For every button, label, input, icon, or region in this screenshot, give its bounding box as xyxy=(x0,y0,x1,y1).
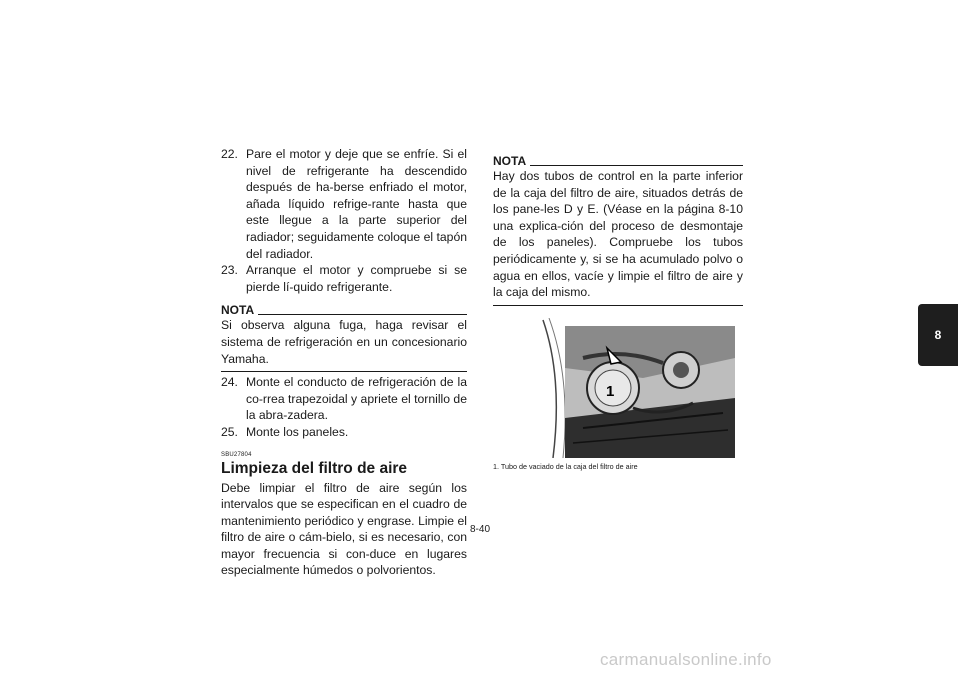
step-text: Pare el motor y deje que se enfríe. Si el nivel de refrigerante ha descendido después de ha-berse enfriado el motor, añada líquido refrige-rante hasta que este llegue a la parte superior del radiador; seguidamente coloque el tapón del radiador. xyxy=(246,147,467,261)
nota-rule xyxy=(530,165,743,166)
photo-caption: 1. Tubo de vaciado de la caja del filtro de aire xyxy=(493,461,638,471)
nota-rule xyxy=(258,314,467,315)
page-number: 8-40 xyxy=(469,524,490,535)
step-number: 25. xyxy=(221,424,238,439)
list-item xyxy=(221,374,467,424)
section-title: Limpieza del filtro de aire xyxy=(221,459,408,477)
step-text: Monte el conducto de refrigeración de la co-rrea trapezoidal y apriete el tornillo de la abra-zadera. xyxy=(246,375,467,423)
step-text: Arranque el motor y compruebe si se pierde lí-quido refrigerante. xyxy=(246,263,467,294)
chapter-tab: 8 xyxy=(918,304,958,366)
nota-header xyxy=(221,303,467,317)
section-paragraph: Debe limpiar el filtro de aire según los intervalos que se especifican en el cuadro de mantenimiento periódico y engrase. Limpie el filtro de aire o cám-bielo, si es necesario, con mayor frecuencia si con-duce en lugares especialmente húmedos o polvorientos. xyxy=(221,480,467,578)
step-text: Monte los paneles. xyxy=(246,424,349,439)
nota-header xyxy=(493,154,743,168)
left-column xyxy=(221,146,467,579)
steps-list-a xyxy=(221,146,467,295)
steps-list-b xyxy=(221,374,467,440)
nota-label: NOTA xyxy=(493,154,527,168)
nota-label: NOTA xyxy=(221,303,255,318)
step-number: 24. xyxy=(221,375,238,390)
list-item xyxy=(221,424,467,441)
right-column xyxy=(493,146,743,472)
section-code: SBU27804 xyxy=(221,451,252,458)
air-filter-photo xyxy=(493,318,743,458)
nota-text: Hay dos tubos de control en la parte inferior de la caja del filtro de aire, situados detrás de los pane-les D y E. (Véase en la página 8-10 una explica-ción del proceso de desmontaje de los paneles). Compruebe los tubos periódicamente y, si se ha acumulado polvo o agua en ellos, vacíe y limpie el filtro de aire y la caja del mismo. xyxy=(493,168,743,306)
watermark: carmanualsonline.info xyxy=(600,650,772,669)
engine-illustration xyxy=(493,318,743,458)
photo-callout: 1 xyxy=(606,382,615,400)
step-number: 23. xyxy=(221,263,238,278)
list-item xyxy=(221,146,467,262)
list-item xyxy=(221,262,467,295)
step-number: 22. xyxy=(221,147,238,161)
nota-text: Si observa alguna fuga, haga revisar el sistema de refrigeración en un concesionario Yamaha. xyxy=(221,317,467,372)
